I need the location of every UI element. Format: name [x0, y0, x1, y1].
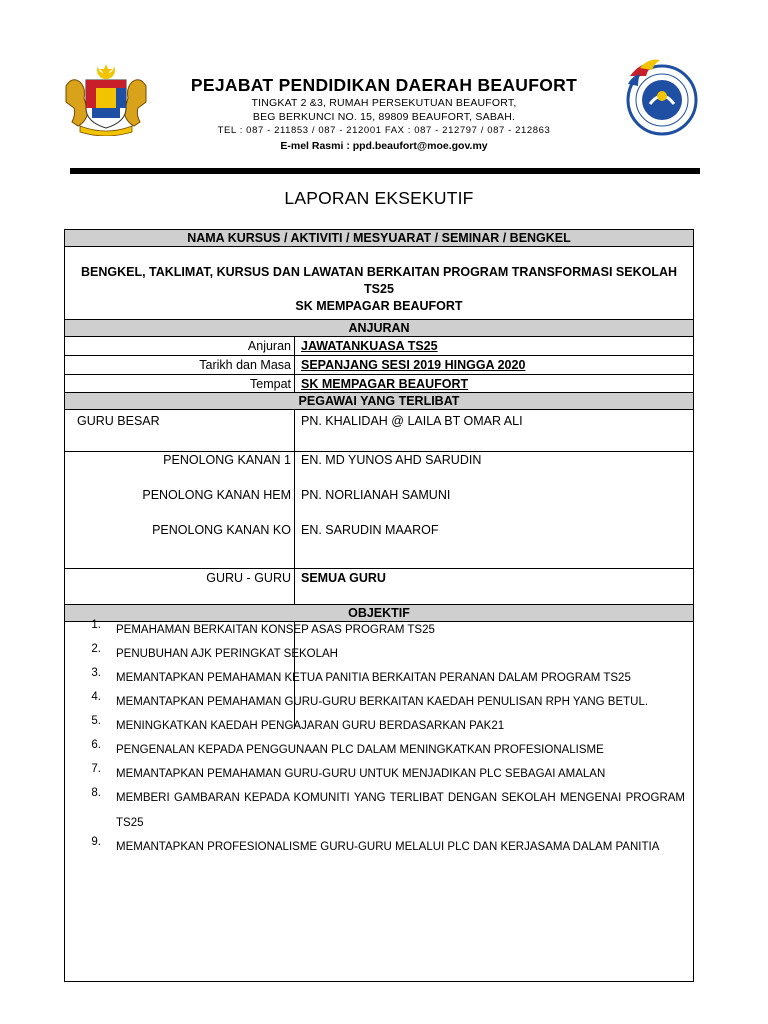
- penolong-kanan-ko-label: PENOLONG KANAN KO: [152, 523, 291, 537]
- item-number: 1.: [91, 619, 101, 631]
- item-text: PEMAHAMAN BERKAITAN KONSEP ASAS PROGRAM TS25: [116, 624, 435, 636]
- organiser-label: Anjuran: [247, 339, 291, 353]
- item-text: PENUBUHAN AJK PERINGKAT SEKOLAH: [116, 648, 338, 660]
- course-heading: NAMA KURSUS / AKTIVITI / MESYUARAT / SEMINAR / BENGKEL: [65, 229, 693, 247]
- guru-guru-value: SEMUA GURU: [301, 571, 386, 585]
- item-text: MEMANTAPKAN PROFESIONALISME GURU-GURU MELALUI PLC DAN KERJASAMA DALAM PANITIA: [116, 841, 660, 853]
- penolong-kanan-ko-value: EN. SARUDIN MAAROF: [301, 523, 439, 537]
- item-text: MEMANTAPKAN PEMAHAMAN GURU-GURU BERKAITAN KAEDAH PENULISAN RPH YANG BETUL.: [116, 696, 649, 708]
- address-line-2: BEG BERKUNCI NO. 15, 89809 BEAUFORT, SABAH.: [252, 111, 516, 123]
- penolong-kanan-hem-label: PENOLONG KANAN HEM: [142, 488, 291, 502]
- official-email: E-mel Rasmi : ppd.beaufort@moe.gov.my: [280, 140, 488, 152]
- penolong-kanan-hem-value: PN. NORLIANAH SAMUNI: [301, 488, 451, 502]
- penolong-kanan-1-value: EN. MD YUNOS AHD SARUDIN: [301, 453, 482, 467]
- course-name: [65, 264, 693, 315]
- item-text: MEMANTAPKAN PEMAHAMAN GURU-GURU UNTUK MENJADIKAN PLC SEBAGAI AMALAN: [116, 768, 606, 780]
- row-divider: [65, 451, 693, 452]
- date-time-label: Tarikh dan Masa: [199, 358, 291, 372]
- item-text: MENINGKATKAN KAEDAH PENGAJARAN GURU BERDASARKAN PAK21: [116, 720, 505, 732]
- item-number: 7.: [91, 763, 101, 775]
- row-divider: [65, 374, 693, 375]
- guru-besar-label: GURU BESAR: [77, 414, 160, 428]
- course-name-line-1: BENGKEL, TAKLIMAT, KURSUS DAN LAWATAN BERKAITAN PROGRAM TRANSFORMASI SEKOLAH TS25: [80, 265, 678, 296]
- item-number: 9.: [91, 836, 101, 848]
- item-text: PENGENALAN KEPADA PENGGUNAAN PLC DALAM MENINGKATKAN PROFESIONALISME: [116, 744, 604, 756]
- row-divider: [65, 355, 693, 356]
- organiser-heading: ANJURAN: [65, 319, 693, 337]
- report-table: [64, 229, 694, 982]
- item-number: 5.: [91, 715, 101, 727]
- item-number: 6.: [91, 739, 101, 751]
- objectives-heading: OBJEKTIF: [65, 604, 693, 622]
- item-text: MEMANTAPKAN PEMAHAMAN KETUA PANITIA BERKAITAN PERANAN DALAM PROGRAM TS25: [116, 672, 631, 684]
- item-text: MEMBERI GAMBARAN KEPADA KOMUNITI YANG TERLIBAT DENGAN SEKOLAH MENGENAI PROGRAM: [116, 792, 685, 804]
- date-time-value: SEPANJANG SESI 2019 HINGGA 2020: [301, 358, 526, 372]
- item-number: 2.: [91, 643, 101, 655]
- row-divider: [65, 568, 693, 569]
- document-title: LAPORAN EKSEKUTIF: [284, 188, 474, 208]
- item-text: TS25: [116, 817, 144, 829]
- venue-label: Tempat: [250, 377, 291, 391]
- guru-besar-value: PN. KHALIDAH @ LAILA BT OMAR ALI: [301, 414, 523, 428]
- contact-line: TEL : 087 - 211853 / 087 - 212001 FAX : 087 - 212797 / 087 - 212863: [217, 125, 551, 136]
- item-number: 8.: [91, 787, 101, 799]
- venue-value: SK MEMPAGAR BEAUFORT: [301, 377, 469, 391]
- item-number: 3.: [91, 667, 101, 679]
- organiser-value: JAWATANKUASA TS25: [301, 339, 438, 353]
- address-line-1: TINGKAT 2 &3, RUMAH PERSEKUTUAN BEAUFORT,: [251, 97, 517, 109]
- officers-heading: PEGAWAI YANG TERLIBAT: [65, 392, 693, 410]
- penolong-kanan-1-label: PENOLONG KANAN 1: [163, 453, 291, 467]
- coat-of-arms-logo: [62, 62, 150, 136]
- header-rule: [70, 168, 700, 174]
- ppd-logo: [618, 56, 702, 140]
- guru-guru-label: GURU - GURU: [206, 571, 291, 585]
- office-title: PEJABAT PENDIDIKAN DAERAH BEAUFORT: [190, 75, 578, 95]
- course-name-line-2: SK MEMPAGAR BEAUFORT: [295, 299, 463, 313]
- item-number: 4.: [91, 691, 101, 703]
